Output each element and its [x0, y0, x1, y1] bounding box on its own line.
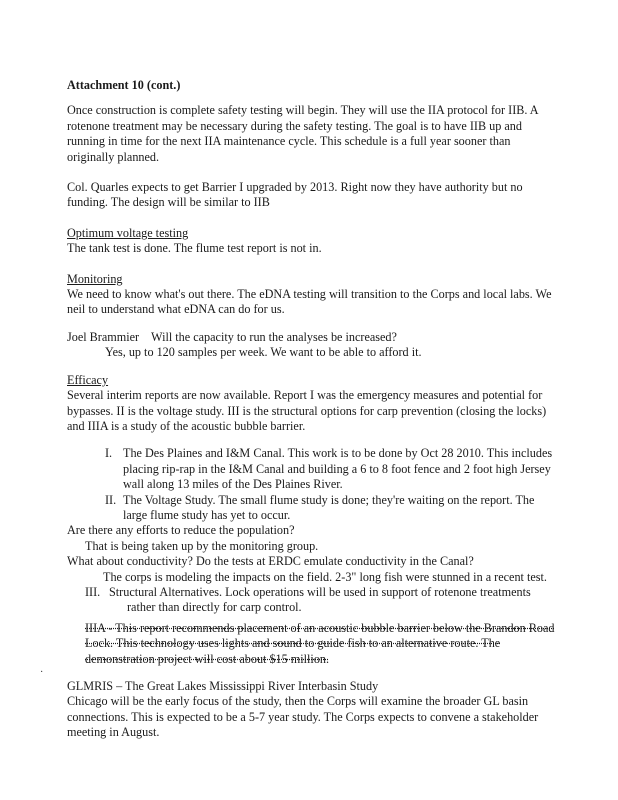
item-text: The Des Plaines and I&M Canal. This work is to be done by Oct 28 2010. This includes placing rip-rap in the I&M Canal and building a 6 to 8 foot fence and 2 foot high Jersey wall along 13 miles of the Des Plaines River.: [123, 446, 553, 492]
efficacy-text: Several interim reports are now available. Report I was the emergency measures and potential for bypasses. II is the voltage study. III is the structural options for carp prevention (closing the locks) and IIIA is a study of the acoustic bubble barrier.: [67, 388, 547, 433]
voltage-text: The tank test is done. The flume test report is not in.: [67, 241, 322, 256]
intro-paragraph-2: Col. Quarles expects to get Barrier I upgraded by 2013. Right now they have authority but no funding. The design will be similar to IIB: [67, 180, 523, 210]
efficacy-question-2: What about conductivity? Do the tests at ERDC emulate conductivity in the Canal?: [67, 554, 474, 569]
efficacy-answer-2: The corps is modeling the impacts on the field. 2-3" long fish were stunned in a recent test.: [103, 569, 547, 584]
item-number: III.: [85, 584, 101, 599]
monitoring-text: We need to know what's out there. The eDNA testing will transition to the Corps and local labs. We neil to understand what eDNA can do for us.: [67, 287, 552, 317]
item-text: The Voltage Study. The small flume study is done; they're waiting on the report. The large flume study has yet to occur.: [123, 492, 535, 522]
item-number: I.: [105, 446, 113, 461]
stray-mark: ·: [40, 667, 44, 678]
section-heading-glmris: GLMRIS – The Great Lakes Mississippi River Interbasin Study: [67, 679, 379, 693]
monitoring-answer: Yes, up to 120 samples per week. We want to be able to afford it.: [105, 345, 422, 360]
section-heading-monitoring: Monitoring: [67, 271, 123, 286]
section-heading-voltage: Optimum voltage testing: [67, 225, 189, 240]
intro-paragraph-1: Once construction is complete safety testing will begin. They will use the IIA protocol for IIB. A rotenone treatment may be necessary during the safety testing. The goal is to have IIB up and running in time for the next IIA maintenance cycle. This schedule is a full year sooner than originally planned.: [67, 103, 538, 164]
efficacy-item-4: IIIA - This report recommends placement of an acoustic bubble barrier below the Brandon Road Lock. This technology uses lights and sound to guide fish to an alternative route. The demonstration project will cost about $15 million.: [85, 620, 555, 666]
item-text: Structural Alternatives. Lock operations will be used in support of rotenone treatments rather than directly for carp control.: [109, 584, 531, 615]
section-heading-efficacy: Efficacy: [67, 372, 109, 387]
efficacy-item-3: [67, 585, 555, 616]
efficacy-question-1: Are there any efforts to reduce the population?: [67, 523, 295, 538]
efficacy-item-1: [67, 446, 555, 492]
efficacy-item-2: [67, 493, 555, 524]
item-number: II.: [105, 492, 117, 507]
monitoring-question: Joel Brammier Will the capacity to run the analyses be increased?: [67, 329, 397, 344]
page-title: Attachment 10 (cont.): [67, 78, 181, 92]
efficacy-answer-1: That is being taken up by the monitoring group.: [85, 538, 319, 553]
document-page: [67, 78, 555, 741]
glmris-text: Chicago will be the early focus of the study, then the Corps will examine the broader GL basin connections. This is expected to be a 5-7 year study. The Corps expects to convene a stakeholder meeting in August.: [67, 694, 539, 740]
